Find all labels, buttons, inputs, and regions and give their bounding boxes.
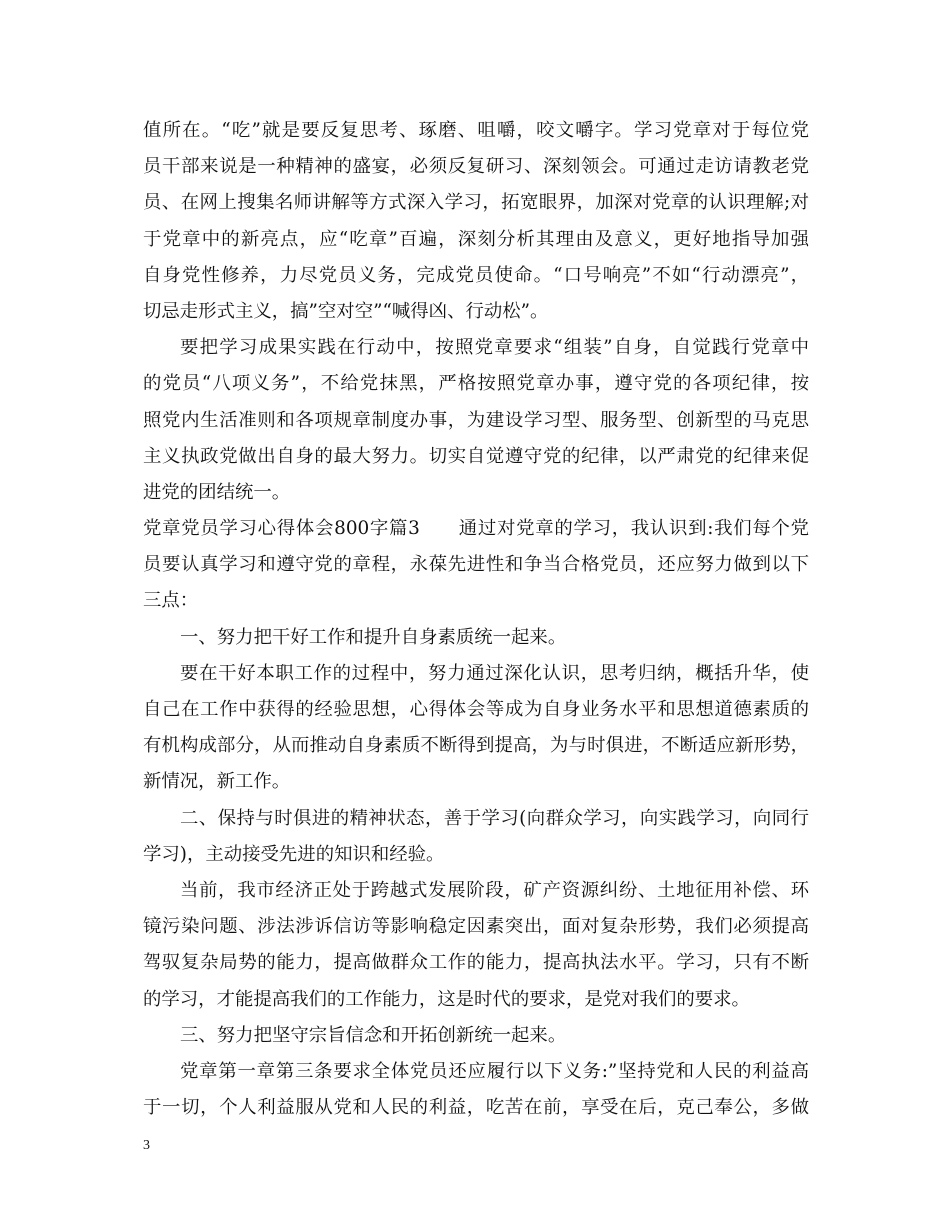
text-line: 主义执政党做出自身的最大努力。切实自觉遵守党的纪律，以严肃党的纪律来促 (143, 445, 809, 467)
text-line: 二、保持与时俱进的精神状态，善于学习(向群众学习，向实践学习，向同行 (180, 807, 809, 829)
text-line: 自己在工作中获得的经验思想，心得体会等成为自身业务水平和思想道德素质的 (143, 699, 809, 720)
text-line: 于党章中的新亮点，应“吃章”百遍，深刻分析其理由及意义，更好地指导加强 (143, 228, 809, 250)
page-number: 3 (143, 1138, 150, 1153)
text-line: 学习)，主动接受先进的知识和经验。 (143, 843, 445, 865)
text-line: 员要认真学习和遵守党的章程，永葆先进性和争当合格党员，还应努力做到以下 (143, 554, 809, 576)
text-line: 一、努力把干好工作和提升自身素质统一起来。 (180, 626, 567, 648)
text-line: 新情况，新工作。 (143, 771, 291, 793)
text-line: 照党内生活准则和各项规章制度办事，为建设学习型、服务型、创新型的马克思 (143, 409, 809, 431)
text-line: 于一切，个人利益服从党和人民的利益，吃苦在前，享受在后，克己奉公，多做 (143, 1097, 809, 1119)
text-line: 三、努力把坚守宗旨信念和开拓创新统一起来。 (180, 1024, 567, 1046)
text-line: 的党员“八项义务”，不给党抹黑，严格按照党章办事，遵守党的各项纪律，按 (143, 373, 809, 395)
text-line: 镜污染问题、涉法涉诉信访等影响稳定因素突出，面对复杂形势，我们必须提高 (143, 916, 809, 938)
text-line: 员干部来说是一种精神的盛宴，必须反复研习、深刻领会。可通过走访请教老党 (143, 156, 809, 178)
text-line: 要在干好本职工作的过程中，努力通过深化认识，思考归纳，概括升华，使 (180, 662, 809, 684)
text-line: 自身党性修养，力尽党员义务，完成党员使命。“口号响亮”不如“行动漂亮”， (143, 264, 809, 286)
text-line: 值所在。“吃”就是要反复思考、琢磨、咀嚼，咬文嚼字。学习党章对于每位党 (143, 120, 809, 141)
text-line: 有机构成部分，从而推动自身素质不断得到提高，为与时俱进，不断适应新形势， (143, 735, 809, 757)
text-line: 三点： (143, 590, 199, 612)
text-line: 的学习，才能提高我们的工作能力，这是时代的要求，是党对我们的要求。 (143, 988, 750, 1010)
text-line: 党章第一章第三条要求全体党员还应履行以下义务:”坚持党和人民的利益高 (180, 1060, 809, 1082)
body-text (143, 113, 809, 1126)
text-line: 进党的团结统一。 (143, 481, 291, 503)
text-line: 当前，我市经济正处于跨越式发展阶段，矿产资源纠纷、土地征用补偿、环 (180, 879, 809, 901)
text-line: 驾驭复杂局势的能力，提高做群众工作的能力，提高执法水平。学习，只有不断 (143, 952, 809, 974)
text-line: 要把学习成果实践在行动中，按照党章要求“组装”自身，自觉践行党章中 (180, 337, 809, 359)
section-heading-line: 党章党员学习心得体会800字篇3 通过对党章的学习，我认识到:我们每个党 (143, 518, 809, 540)
text-line: 切忌走形式主义，搞”空对空”“喊得凶、行动松”。 (143, 300, 549, 322)
text-line: 员、在网上搜集名师讲解等方式深入学习，拓宽眼界，加深对党章的认识理解;对 (143, 192, 809, 214)
